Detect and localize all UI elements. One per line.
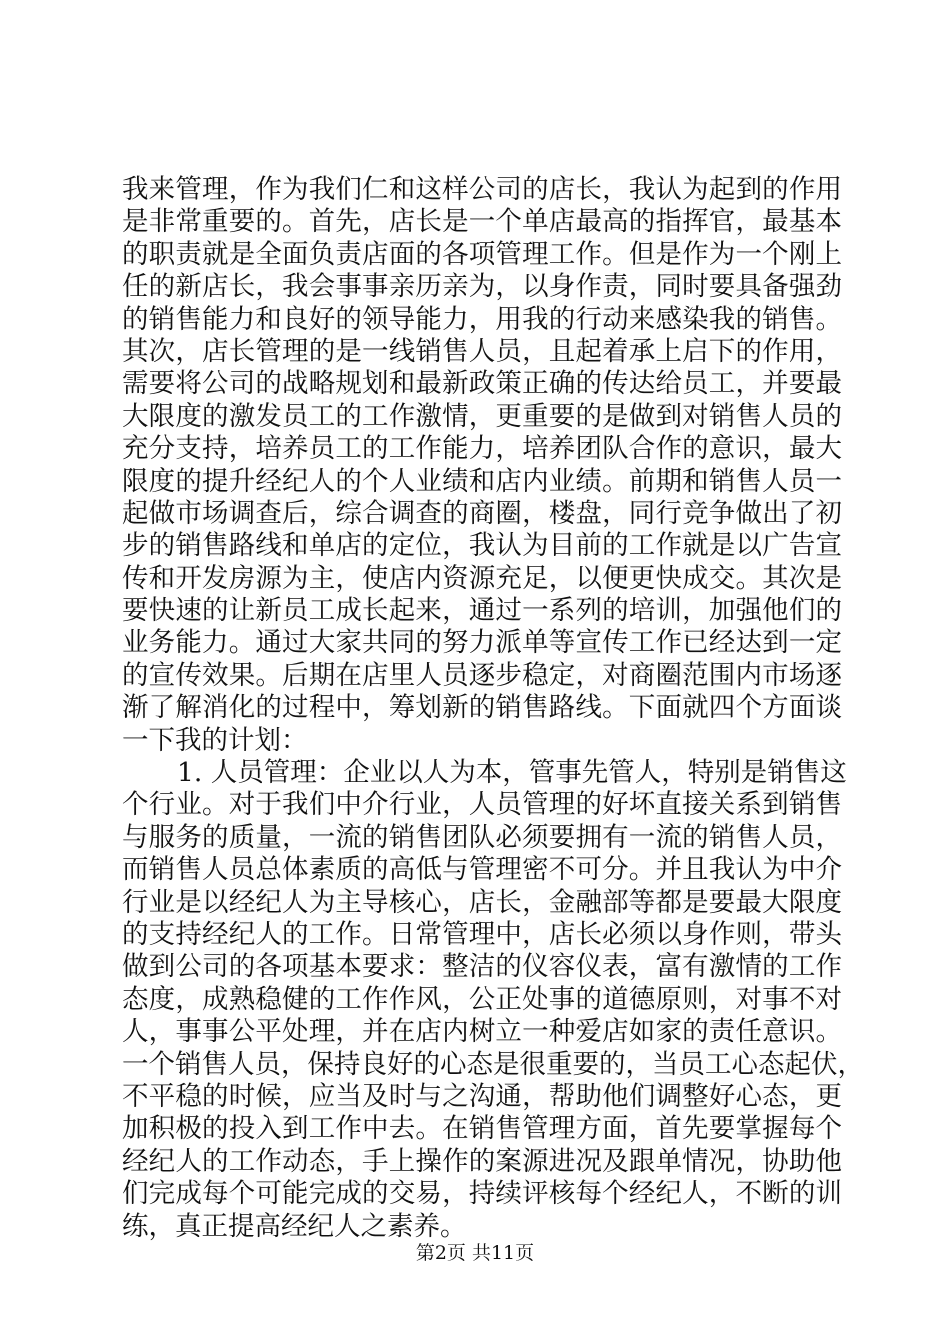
text-line: 业务能力。通过大家共同的努力派单等宣传工作已经达到一定 [122, 627, 842, 659]
text-line: 充分支持，培养员工的工作能力，培养团队合作的意识，最大 [122, 433, 842, 465]
body-text [122, 174, 864, 1243]
text-line: 限度的提升经纪人的个人业绩和店内业绩。前期和销售人员一 [122, 465, 842, 497]
text-line: 渐了解消化的过程中，筹划新的销售路线。下面就四个方面谈 [122, 692, 842, 724]
text-line: 步的销售路线和单店的定位，我认为目前的工作就是以广告宣 [122, 530, 842, 562]
text-line: 1. 人员管理：企业以人为本，管事先管人，特别是销售这 [177, 757, 847, 789]
text-line: 起做市场调查后，综合调查的商圈，楼盘，同行竞争做出了初 [122, 497, 842, 529]
text-line: 而销售人员总体素质的高低与管理密不可分。并且我认为中介 [122, 854, 842, 886]
page-number-footer: 第2页 共11页 [415, 1242, 535, 1264]
text-line: 的宣传效果。后期在店里人员逐步稳定，对商圈范围内市场逐 [122, 659, 842, 691]
text-line: 是非常重要的。首先，店长是一个单店最高的指挥官，最基本 [122, 206, 842, 238]
text-line: 们完成每个可能完成的交易，持续评核每个经纪人，不断的训 [122, 1178, 842, 1210]
paragraph-2 [122, 757, 864, 1243]
text-line: 做到公司的各项基本要求：整洁的仪容仪表，富有激情的工作 [122, 951, 842, 983]
paragraph-1 [122, 174, 842, 757]
text-line: 一下我的计划： [122, 724, 308, 756]
text-line: 任的新店长，我会事事亲历亲为，以身作责，同时要具备强劲 [122, 271, 842, 303]
text-line: 态度，成熟稳健的工作作风，公正处事的道德原则，对事不对 [122, 983, 842, 1015]
text-line: 加积极的投入到工作中去。在销售管理方面，首先要掌握每个 [122, 1113, 842, 1145]
text-line: 我来管理，作为我们仁和这样公司的店长，我认为起到的作用 [122, 174, 842, 205]
text-line: 人，事事公平处理，并在店内树立一种爱店如家的责任意识。 [122, 1016, 842, 1048]
text-line: 与服务的质量，一流的销售团队必须要拥有一流的销售人员， [122, 821, 842, 853]
text-line: 经纪人的工作动态，手上操作的案源进况及跟单情况，协助他 [122, 1145, 842, 1177]
text-line: 的支持经纪人的工作。日常管理中，店长必须以身作则，带头 [122, 918, 842, 950]
text-line: 传和开发房源为主，使店内资源充足，以便更快成交。其次是 [122, 562, 842, 594]
text-line: 个行业。对于我们中介行业，人员管理的好坏直接关系到销售 [122, 789, 842, 821]
text-line: 的销售能力和良好的领导能力，用我的行动来感染我的销售。 [122, 303, 842, 335]
text-line: 其次，店长管理的是一线销售人员，且起着承上启下的作用， [122, 335, 842, 367]
text-line: 一个销售人员，保持良好的心态是很重要的，当员工心态起伏， [122, 1048, 864, 1080]
text-line: 练，真正提高经纪人之素养。 [122, 1210, 467, 1242]
text-line: 大限度的激发员工的工作激情，更重要的是做到对销售人员的 [122, 400, 842, 432]
text-line: 行业是以经纪人为主导核心，店长，金融部等都是要最大限度 [122, 886, 842, 918]
text-line: 的职责就是全面负责店面的各项管理工作。但是作为一个刚上 [122, 238, 842, 270]
text-line: 要快速的让新员工成长起来，通过一系列的培训，加强他们的 [122, 595, 842, 627]
text-line: 不平稳的时候，应当及时与之沟通，帮助他们调整好心态，更 [122, 1080, 842, 1112]
text-line: 需要将公司的战略规划和最新政策正确的传达给员工，并要最 [122, 368, 842, 400]
